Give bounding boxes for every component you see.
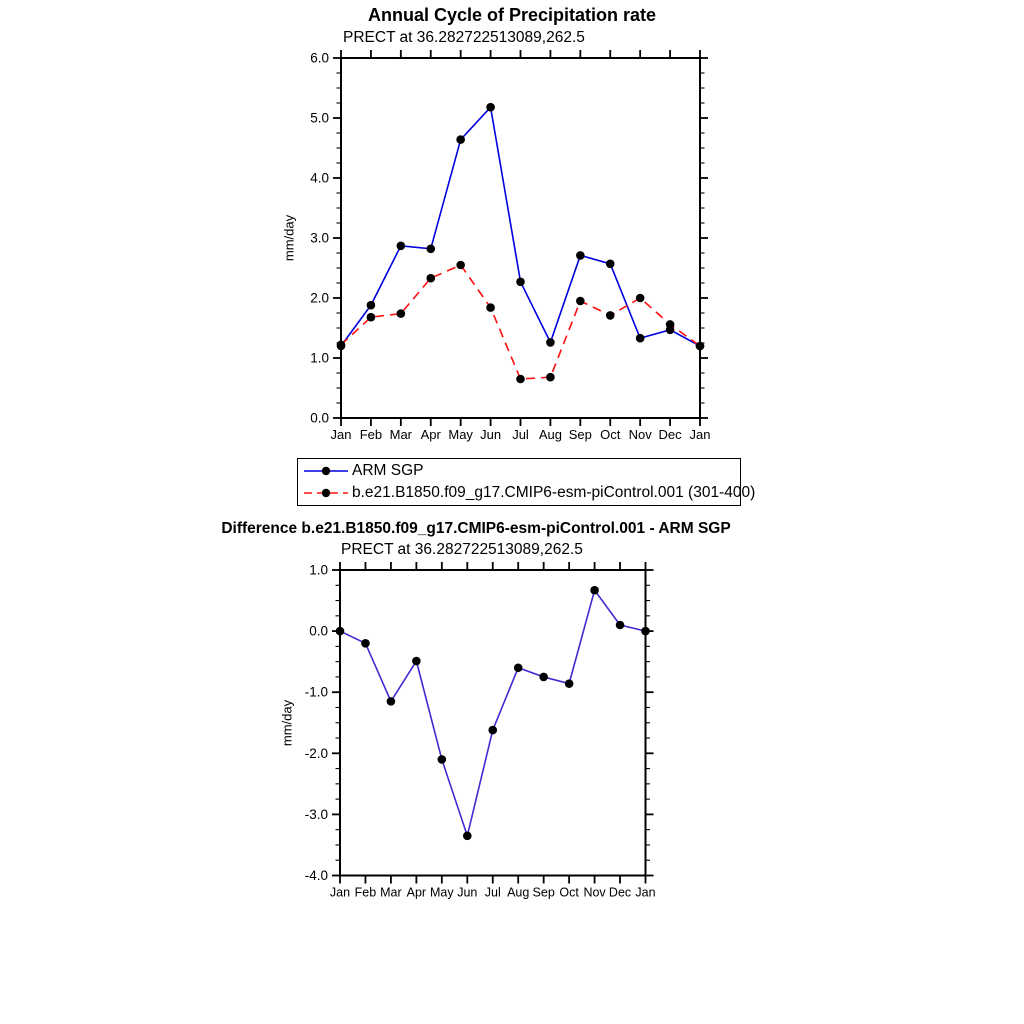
svg-text:Jan: Jan xyxy=(329,885,351,900)
chart2-y-axis-label: mm/day xyxy=(279,699,295,747)
chart2-subtitle: PRECT at 36.282722513089,262.5 xyxy=(341,541,583,558)
svg-text:Mar: Mar xyxy=(389,427,413,442)
svg-text:Oct: Oct xyxy=(600,427,621,442)
svg-text:Feb: Feb xyxy=(354,885,377,900)
svg-text:Jan: Jan xyxy=(330,427,352,442)
svg-text:May: May xyxy=(448,427,473,442)
svg-text:5.0: 5.0 xyxy=(310,110,329,126)
svg-text:Jan: Jan xyxy=(689,427,711,442)
svg-text:4.0: 4.0 xyxy=(310,170,329,186)
legend-box xyxy=(297,458,756,506)
chart1-y-axis-label: mm/day xyxy=(281,214,297,262)
svg-text:Mar: Mar xyxy=(380,885,402,900)
svg-text:Jul: Jul xyxy=(484,885,501,900)
svg-text:Sep: Sep xyxy=(568,427,592,442)
svg-text:Jun: Jun xyxy=(457,885,478,900)
svg-text:Jan: Jan xyxy=(635,885,656,900)
svg-text:-2.0: -2.0 xyxy=(304,745,328,761)
svg-text:Aug: Aug xyxy=(538,427,562,442)
svg-text:1.0: 1.0 xyxy=(309,562,328,578)
svg-text:2.0: 2.0 xyxy=(310,290,329,306)
chart2-title: Difference b.e21.B1850.f09_g17.CMIP6-esm-piControl.001 - ARM SGP xyxy=(221,520,731,537)
svg-text:-1.0: -1.0 xyxy=(304,684,328,700)
svg-text:Nov: Nov xyxy=(583,885,606,900)
legend-item-arm-sgp xyxy=(303,460,740,482)
svg-text:Dec: Dec xyxy=(608,885,632,900)
legend-label-arm-sgp: ARM SGP xyxy=(352,462,424,479)
legend-sample-arm-sgp-line-icon xyxy=(303,465,349,477)
svg-text:Sep: Sep xyxy=(532,885,555,900)
svg-text:-4.0: -4.0 xyxy=(304,868,328,883)
svg-text:1.0: 1.0 xyxy=(310,350,329,366)
svg-text:Jun: Jun xyxy=(480,427,502,442)
svg-text:-3.0: -3.0 xyxy=(304,806,328,822)
chart1-subtitle: PRECT at 36.282722513089,262.5 xyxy=(343,29,585,46)
svg-text:Apr: Apr xyxy=(420,427,441,442)
svg-text:May: May xyxy=(430,885,454,900)
svg-text:0.0: 0.0 xyxy=(309,623,328,639)
svg-text:Feb: Feb xyxy=(359,427,383,442)
chart1-title: Annual Cycle of Precipitation rate xyxy=(367,5,657,25)
svg-text:Aug: Aug xyxy=(507,885,530,900)
svg-text:6.0: 6.0 xyxy=(310,50,329,66)
legend-sample-model-dashed-line-icon xyxy=(303,487,349,499)
legend-label-model-case: b.e21.B1850.f09_g17.CMIP6-esm-piControl.001 (301-400) xyxy=(352,484,756,501)
svg-text:Oct: Oct xyxy=(559,885,579,900)
svg-text:0.0: 0.0 xyxy=(310,410,329,426)
svg-text:3.0: 3.0 xyxy=(310,230,329,246)
svg-text:Dec: Dec xyxy=(658,427,682,442)
svg-text:Nov: Nov xyxy=(628,427,652,442)
svg-text:Jul: Jul xyxy=(512,427,529,442)
legend-item-model-case xyxy=(303,482,756,504)
svg-text:Apr: Apr xyxy=(406,885,427,900)
